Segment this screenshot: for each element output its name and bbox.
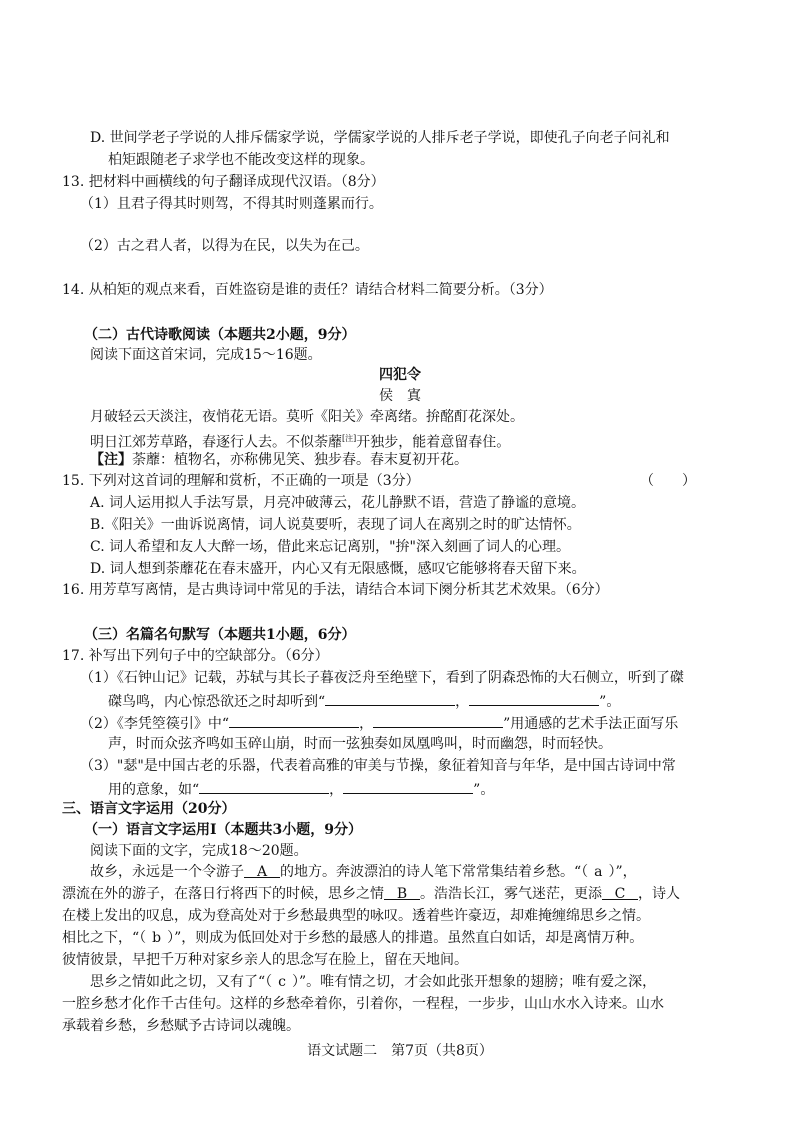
passage-line-6 bbox=[90, 973, 656, 991]
passage-l1-mid: 的地方。奔波漂泊的诗人笔下常常集结着乡愁。“（ bbox=[280, 864, 589, 880]
q15-title: 15. 下列对这首词的理解和赏析，不正确的一项是（3分） bbox=[62, 473, 420, 489]
q17-part2-line2: 声，时而众弦齐鸣如玉碎山崩，时而一弦独奏如凤凰鸣叫，时而幽怨，时而轻快。 bbox=[108, 736, 612, 752]
blank-c[interactable]: C bbox=[602, 885, 638, 900]
q15-answer-bracket: （ ） bbox=[640, 473, 696, 489]
marker-a: a bbox=[594, 864, 603, 880]
q17-part2-line1 bbox=[80, 713, 678, 733]
section-recitation-heading: （三）名篇名句默写（本题共1小题，6分） bbox=[84, 627, 356, 643]
poem-note-label: 【注】 bbox=[90, 452, 132, 468]
q17-part3-prefix: 用的意象，如“ bbox=[108, 782, 200, 798]
poem-line-2 bbox=[90, 430, 510, 452]
passage-line-8: 承载着乡愁，乡愁赋予古诗词以魂魄。 bbox=[62, 1018, 300, 1034]
passage-line-3: 在楼上发出的叹息，成为登高处对于乡愁最典型的咏叹。透着些许豪迈，却难掩缠绵思乡之情。 bbox=[62, 908, 650, 924]
passage-line-2 bbox=[62, 885, 680, 903]
q17-blank-1[interactable] bbox=[325, 691, 455, 706]
passage-l2-end: ，诗人 bbox=[638, 886, 680, 902]
q17-blank-6[interactable] bbox=[343, 779, 473, 794]
q17-part1-prefix: 磔鸟鸣，内心惊恐欲还之时却听到“ bbox=[108, 694, 326, 710]
q17-blank-3[interactable] bbox=[229, 713, 359, 728]
q17-part2-sep: ， bbox=[359, 716, 374, 732]
passage-l6-pre: 思乡之情如此之切，又有了“（ bbox=[90, 974, 273, 990]
passage-line-5: 彼情彼景，早把千万种对家乡亲人的思念写在脸上，留在天地间。 bbox=[62, 952, 468, 968]
passage-line-7: 一腔乡愁才化作千古佳句。这样的乡愁牵着你，引着你，一程程，一步步，山山水水入诗来。山水 bbox=[62, 996, 664, 1012]
q17-part3-line2 bbox=[108, 779, 494, 799]
passage-line-1 bbox=[90, 863, 637, 881]
marker-c: c bbox=[278, 974, 287, 990]
q17-part1-line1: （1）《石钟山记》记载，苏轼与其长子暮夜泛舟至绝壁下，看到了阴森恐怖的大石侧立，听到了磔 bbox=[80, 670, 684, 686]
passage-l4-end: ）”，则成为低回处对于乡愁的最感人的排遣。虽然直白如话，却是离情万种。 bbox=[167, 930, 644, 946]
q15-option-a: A. 词人运用拟人手法写景，月亮冲破薄云，花儿静默不语，营造了静谧的意境。 bbox=[90, 495, 586, 511]
marker-b: b bbox=[152, 930, 162, 946]
q12-option-d-line2: 柏矩跟随老子求学也不能改变这样的现象。 bbox=[108, 152, 374, 168]
part3-subheading: （一）语言文字运用Ⅰ（本题共3小题，9分） bbox=[84, 822, 363, 838]
q15-option-c: C. 词人希望和友人大醉一场，借此来忘记离别，"拚"深入刻画了词人的心理。 bbox=[90, 539, 570, 555]
blank-b[interactable]: B bbox=[384, 885, 420, 900]
q15-option-b: B.《阳关》一曲诉说离情，词人说莫要听，表现了词人在离别之时的旷达情怀。 bbox=[90, 517, 581, 533]
poem-line-2-part-b: 开独步，能着意留春住。 bbox=[356, 434, 511, 451]
passage-line-4 bbox=[62, 929, 643, 947]
page-footer: 语文试题二 第7页（共8页） bbox=[307, 1043, 493, 1059]
footnote-marker: [注] bbox=[342, 434, 357, 443]
q17-part3-sep: ， bbox=[329, 782, 344, 798]
passage-l1-pre: 故乡，永远是一个令游子 bbox=[90, 864, 244, 880]
passage-l4-pre: 相比之下，“（ bbox=[62, 930, 147, 946]
q12-option-d-line1: D. 世间学老子学说的人排斥儒家学说，学儒家学说的人排斥老子学说，即使孔子向老子问礼和 bbox=[90, 130, 670, 146]
q17-title: 17. 补写出下列句子中的空缺部分。（6分） bbox=[62, 648, 329, 664]
poem-title: 四犯令 bbox=[379, 367, 421, 383]
q17-part3-line1: （3）"瑟"是中国古老的乐器，代表着高雅的审美与节操，象征着知音与年华，是中国古诗词中常 bbox=[80, 758, 676, 774]
q17-blank-5[interactable] bbox=[199, 779, 329, 794]
q17-blank-2[interactable] bbox=[469, 691, 599, 706]
section-poetry-intro: 阅读下面这首宋词，完成15～16题。 bbox=[90, 347, 322, 363]
passage-l6-end: ）”。唯有情之切，才会如此张开想象的翅膀；唯有爱之深， bbox=[292, 974, 657, 990]
q16-title: 16. 用芳草写离情，是古典诗词中常见的手法，请结合本词下阕分析其艺术效果。（6分） bbox=[62, 582, 609, 598]
q15-option-d: D. 词人想到荼蘼花在春末盛开，内心又有无限感慨，感叹它能够将春天留下来。 bbox=[90, 561, 586, 577]
part3-intro: 阅读下面的文字，完成18～20题。 bbox=[90, 843, 308, 859]
poem-note-text: 荼蘼：植物名，亦称佛见笑、独步春。春末夏初开花。 bbox=[132, 452, 468, 468]
poem-note bbox=[90, 451, 468, 469]
q13-sentence-2: （2）古之君人者，以得为在民，以失为在己。 bbox=[80, 238, 369, 254]
q17-part2-suffix: ”用通感的艺术手法正面写乐 bbox=[503, 716, 679, 732]
passage-l1-end: ）”， bbox=[608, 864, 637, 880]
passage-l2-pre: 漂流在外的游子，在落日行将西下的时候，思乡之情 bbox=[62, 886, 384, 902]
q17-blank-4[interactable] bbox=[373, 713, 503, 728]
poem-author: 侯 寘 bbox=[379, 388, 421, 404]
part3-heading: 三、语言文字运用（20分） bbox=[62, 801, 236, 817]
passage-l2-mid: 。浩浩长江，雾气迷茫，更添 bbox=[420, 886, 602, 902]
q17-part1-sep: ， bbox=[455, 694, 470, 710]
poem-line-1: 月破轻云天淡注，夜悄花无语。莫听《阳关》牵离绪。拚酩酊花深处。 bbox=[90, 409, 524, 425]
section-poetry-heading: （二）古代诗歌阅读（本题共2小题，9分） bbox=[84, 327, 356, 343]
q13-title: 13. 把材料中画横线的句子翻译成现代汉语。（8分） bbox=[62, 174, 385, 190]
q17-part1-line2 bbox=[108, 691, 620, 711]
q17-part1-suffix: ”。 bbox=[599, 694, 621, 710]
q13-sentence-1: （1）且君子得其时则驾，不得其时则蓬累而行。 bbox=[80, 196, 383, 212]
poem-line-2-part-a: 明日江郊芳草路，春逐行人去。不似荼蘼 bbox=[90, 434, 342, 451]
q14-title: 14. 从柏矩的观点来看，百姓盗窃是谁的责任？请结合材料二简要分析。（3分） bbox=[62, 282, 553, 298]
blank-a[interactable]: A bbox=[244, 863, 280, 878]
q17-part2-prefix: （2）《李凭箜篌引》中“ bbox=[80, 716, 230, 732]
q17-part3-suffix: ”。 bbox=[473, 782, 495, 798]
